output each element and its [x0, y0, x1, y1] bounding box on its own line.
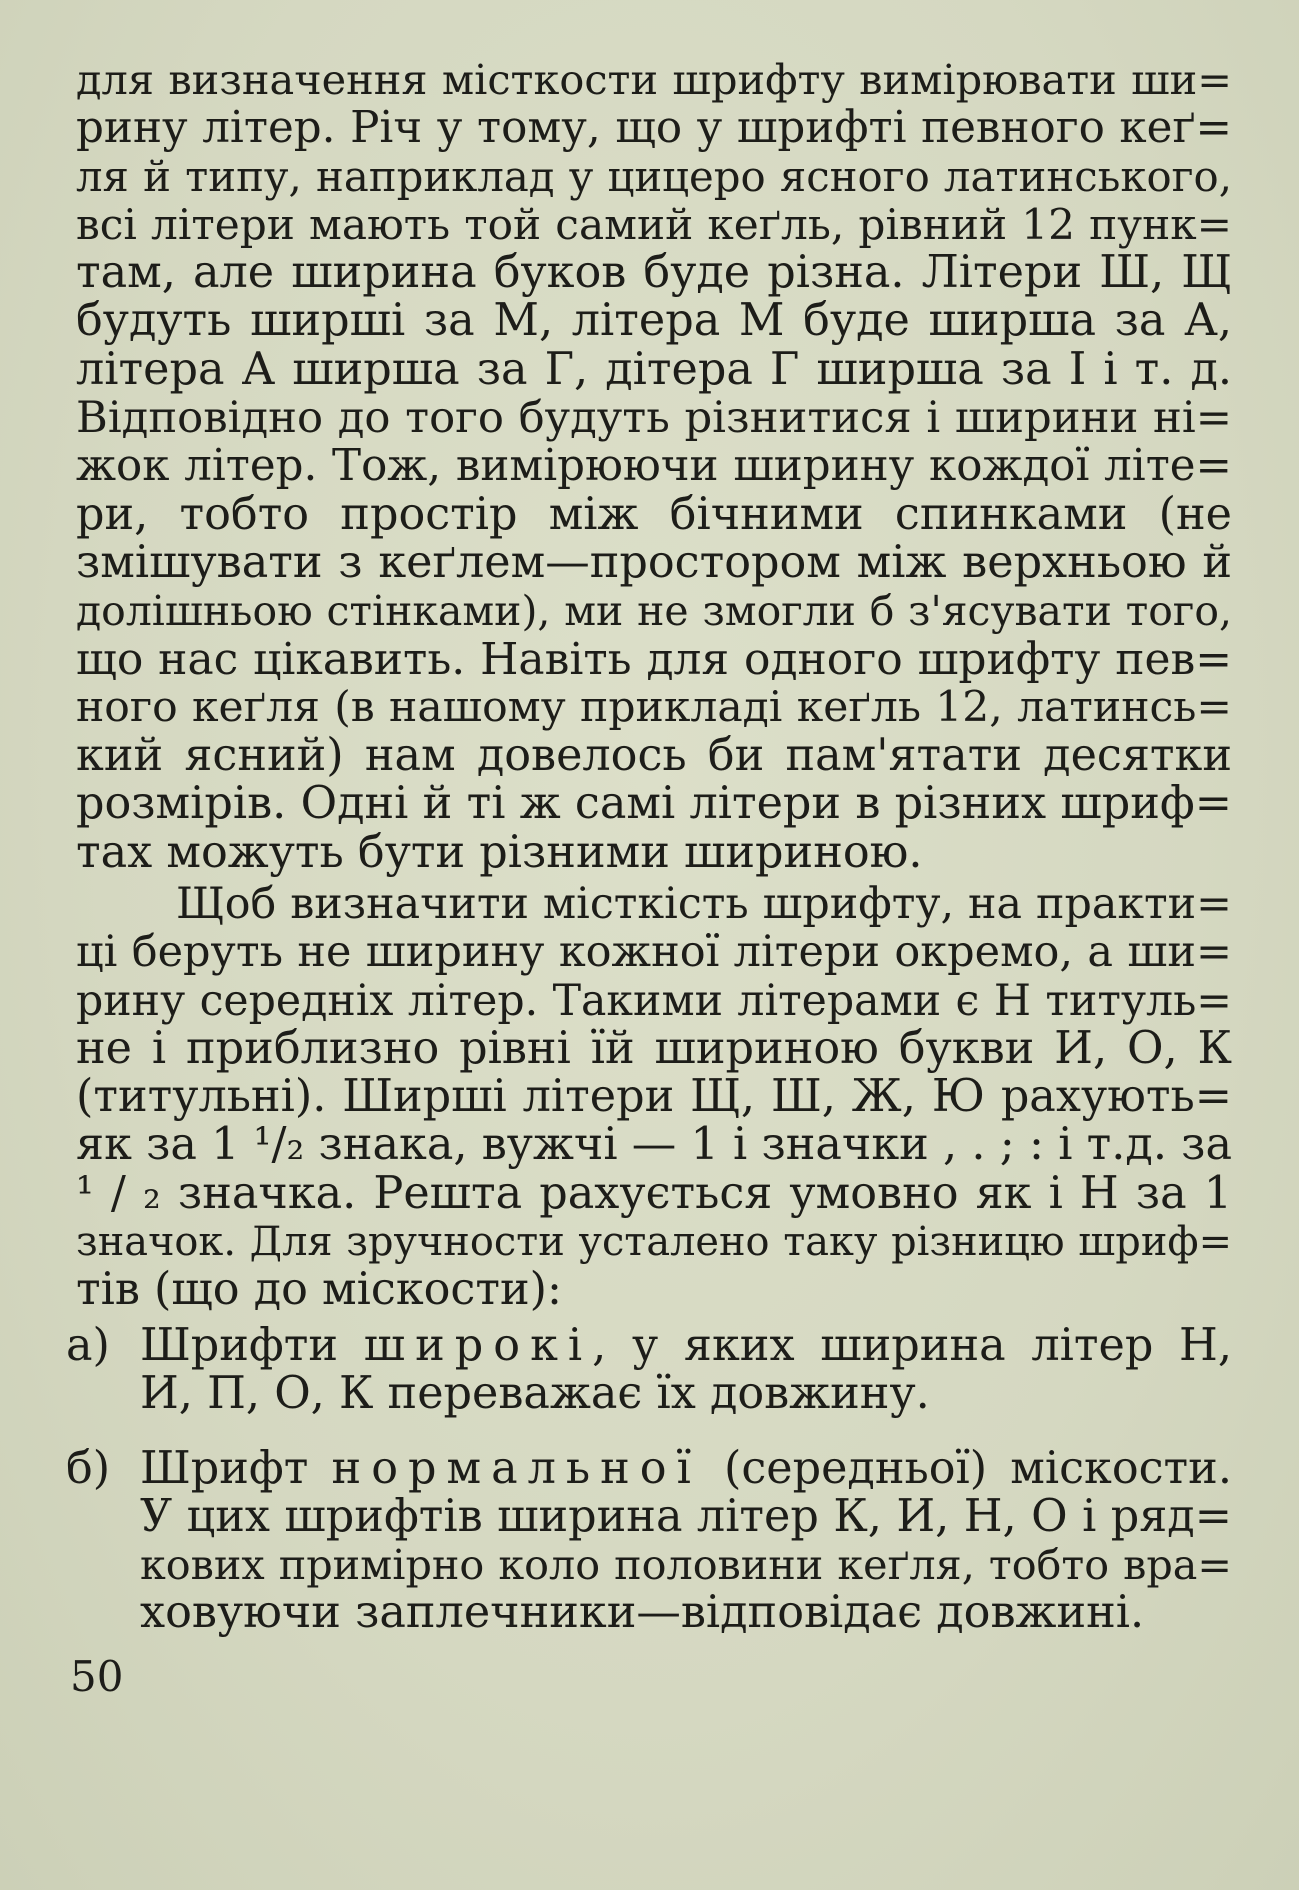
text-line: кий ясний) нам довелось би пам'ятати десятки	[76, 730, 1232, 782]
list-item	[66, 1322, 1232, 1419]
text-line: всі літери мають той самий кеґль, рівний 12 пунк=	[76, 199, 1232, 249]
font-width-list	[66, 1322, 1232, 1664]
text-line: (титульні). Ширші літери Щ, Ш, Ж, Ю рахують=	[76, 1071, 1232, 1123]
text-line: долішньою стінками), ми не змогли б з'ясувати того,	[76, 587, 1232, 636]
text-line: рину літер. Річ у тому, що у шрифті певного кеґ=	[76, 103, 1232, 154]
text-line: И, П, О, К переважає їх довжину.	[140, 1368, 930, 1420]
text-line: Шрифти широкі, у яких ширина літер Н,	[140, 1320, 1232, 1371]
text-line: ри, тобто простір між бічними спинками (не	[76, 488, 1232, 540]
text-line: розмірів. Одні й ті ж самі літери в різних шриф=	[76, 778, 1232, 830]
text-line: тах можуть бути різними шириною.	[76, 826, 923, 878]
text-line: Відповідно до того будуть різнитися і ширини ні=	[76, 393, 1232, 444]
list-item	[66, 1442, 1232, 1639]
list-marker: а)	[66, 1320, 110, 1371]
page-number: 50	[70, 1652, 124, 1701]
text-line: там, але ширина буков буде різна. Літери Ш, Щ	[76, 247, 1232, 299]
text-line: змішувати з кеґлем—простором між верхньою й	[76, 536, 1232, 588]
paragraph-2	[76, 880, 1232, 1315]
spaced-emphasis: нормальної	[331, 1442, 701, 1494]
text-line: для визначення місткости шрифту вимірювати ши=	[76, 56, 1232, 104]
text-line: літера А ширша за Г, дітера Г ширша за І і т. д.	[76, 343, 1232, 395]
text-line: значок. Для зручности усталено таку різницю шриф=	[76, 1219, 1232, 1266]
text-line: не і приблизно рівні їй шириною букви И, О, К	[76, 1022, 1232, 1074]
text-line: як за 1 ¹/₂ знака, вужчі — 1 і значки , . ; : і т.д. за	[76, 1119, 1232, 1171]
text-line: ці беруть не ширину кожної літери окремо, а ши=	[76, 927, 1232, 978]
paragraph-1	[76, 56, 1232, 877]
text-line: тів (що до міскости):	[76, 1264, 562, 1316]
text-line: кових примірно коло половини кеґля, тобто вра=	[140, 1541, 1232, 1590]
text-line: Щоб визначити місткість шрифту, на практи=	[176, 879, 1232, 929]
text-line: рину середніх літер. Такими літерами є Н титуль=	[76, 975, 1232, 1026]
text-line: ного кеґля (в нашому прикладі кеґль 12, латинсь=	[76, 682, 1232, 732]
text-line: що нас цікавить. Навіть для одного шрифту пев=	[76, 633, 1232, 685]
text-line: ля й типу, наприклад у цицеро ясного латинського,	[76, 151, 1232, 201]
text-line: У цих шрифтів ширина літер К, И, Н, О і ряд=	[140, 1490, 1232, 1542]
text-line: ховуючи заплечники—відповідає довжині.	[140, 1587, 1145, 1639]
text-line: ¹ / ₂ значка. Решта рахується умовно як і Н за 1	[76, 1167, 1232, 1219]
text-line: будуть ширші за М, літера М буде ширша за А,	[76, 295, 1232, 347]
text-line: Шрифт нормальної (середньої) міскости.	[140, 1442, 1232, 1494]
text-line: жок літер. Тож, вимірюючи ширину кождої літе=	[76, 441, 1232, 492]
spaced-emphasis: широкі	[363, 1320, 593, 1371]
list-marker: б)	[66, 1442, 111, 1494]
